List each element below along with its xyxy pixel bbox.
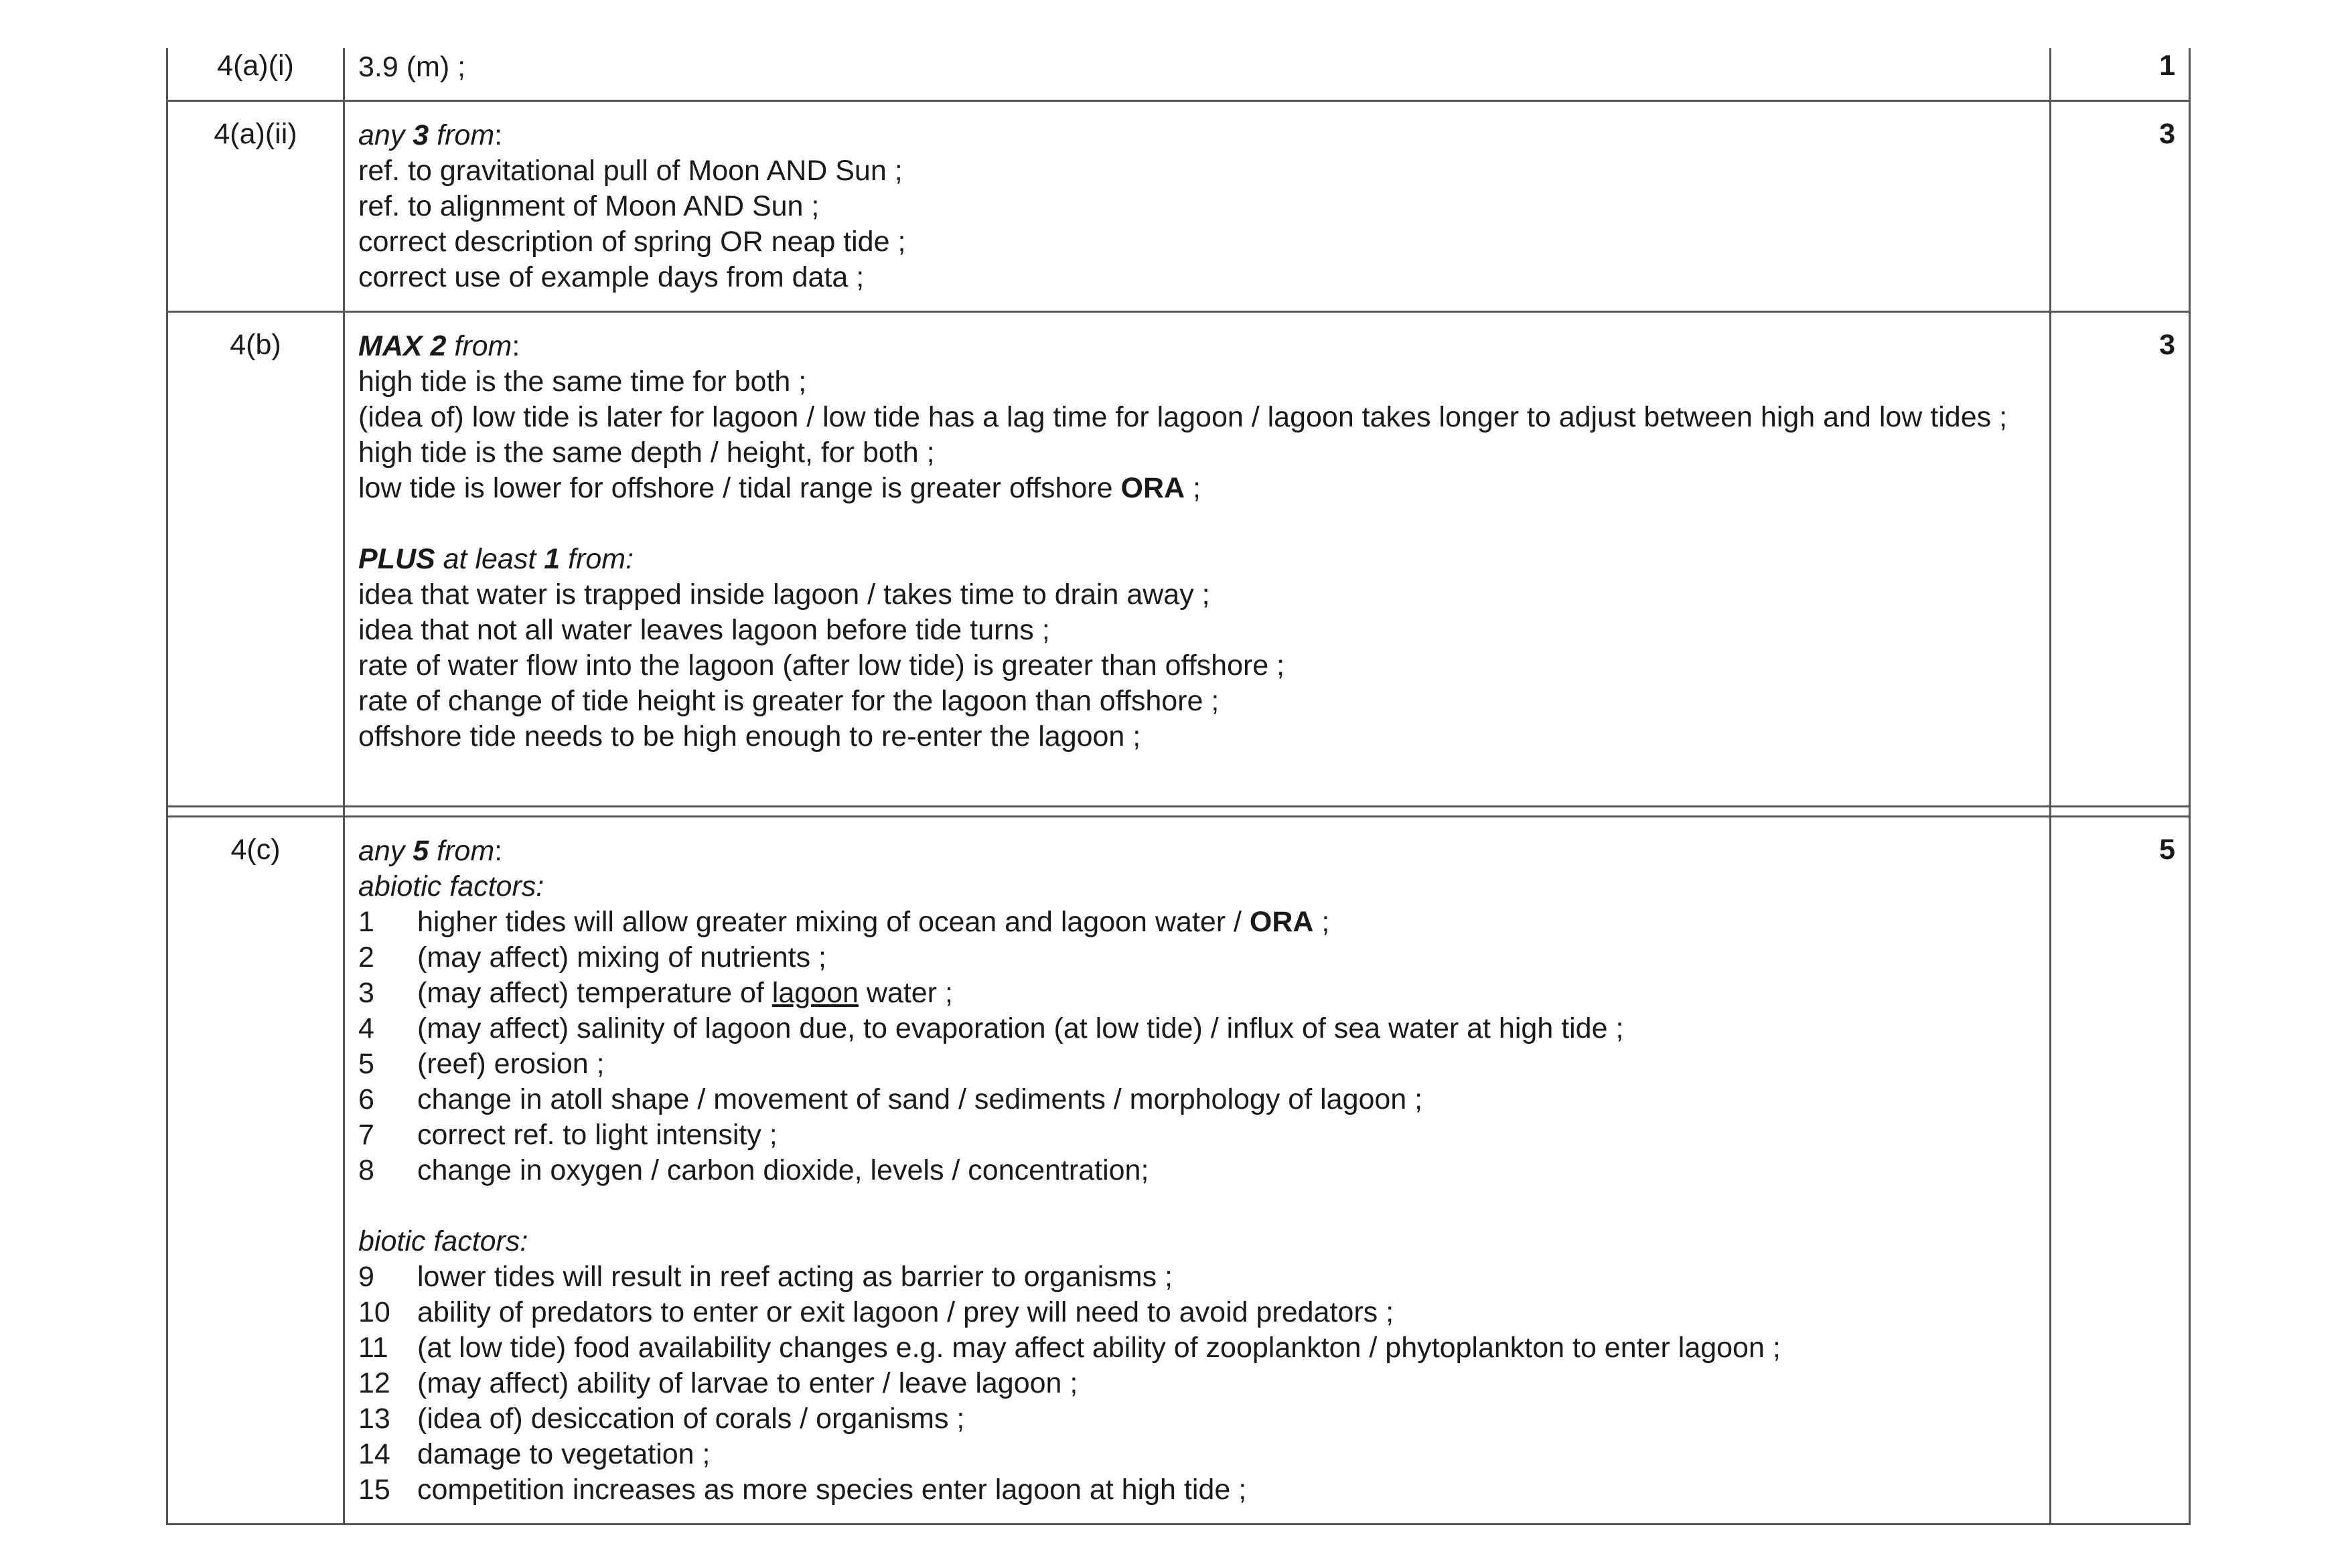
separator-cell (2051, 807, 2189, 815)
list-item: 14 damage to vegetation ; (358, 1438, 711, 1470)
marks-cell: 3 (2159, 329, 2175, 361)
row-4a-i (166, 48, 2191, 100)
list-item: 8 change in oxygen / carbon dioxide, levels / concentration; (358, 1154, 1149, 1186)
marks-cell: 5 (2159, 834, 2175, 866)
plus-heading: PLUS at least 1 from: (358, 543, 634, 575)
list-item: 4 (may affect) salinity of lagoon due, to evaporation (at low tide) / influx of sea water at high tide ; (358, 1012, 1624, 1044)
answer-cell (345, 817, 2051, 1523)
max-heading: MAX 2 from: (358, 330, 520, 362)
answer-line: low tide is lower for offshore / tidal range is greater offshore ORA ; (358, 472, 1201, 504)
question-number: 4(a)(ii) (168, 102, 345, 311)
answer-cell (345, 102, 2051, 311)
answer-line: rate of change of tide height is greater for the lagoon than offshore ; (358, 685, 1220, 717)
mark-scheme-table (166, 48, 2191, 1525)
row-4a-ii (166, 100, 2191, 311)
list-item: 3 (may affect) temperature of lagoon water ; (358, 977, 953, 1009)
list-item: 13 (idea of) desiccation of corals / organisms ; (358, 1403, 965, 1435)
spacer (358, 506, 2036, 542)
list-item: 12 (may affect) ability of larvae to enter / leave lagoon ; (358, 1367, 1078, 1399)
biotic-heading: biotic factors: (358, 1225, 528, 1257)
answer-line: idea that water is trapped inside lagoon / takes time to drain away ; (358, 578, 1210, 611)
list-item: 10 ability of predators to enter or exit lagoon / prey will need to avoid predators ; (358, 1296, 1394, 1328)
row-4c (166, 815, 2191, 1525)
list-item: 9 lower tides will result in reef acting as barrier to organisms ; (358, 1261, 1173, 1293)
answer-line: ref. to alignment of Moon AND Sun ; (358, 190, 820, 222)
answer-line: (idea of) low tide is later for lagoon / low tide has a lag time for lagoon / lagoon takes longer to adjust between high and low tides ; (358, 401, 2008, 433)
answer-line: ref. to gravitational pull of Moon AND Sun ; (358, 155, 903, 187)
answer-line: correct description of spring OR neap tide ; (358, 226, 906, 258)
list-item: 15 competition increases as more species enter lagoon at high tide ; (358, 1474, 1247, 1506)
spacer (358, 1188, 2036, 1224)
separator-cell (168, 807, 345, 815)
section-separator (166, 805, 2191, 815)
answer-line: idea that not all water leaves lagoon before tide turns ; (358, 614, 1050, 646)
answer-line: 3.9 (m) ; (358, 51, 466, 83)
list-item: 7 correct ref. to light intensity ; (358, 1119, 778, 1151)
list-item: 6 change in atoll shape / movement of sand / sediments / morphology of lagoon ; (358, 1083, 1423, 1115)
answer-line: correct use of example days from data ; (358, 261, 865, 293)
answer-line: high tide is the same time for both ; (358, 366, 807, 398)
question-number: 4(c) (168, 817, 345, 1523)
question-number: 4(a)(i) (168, 48, 345, 100)
answer-cell (345, 313, 2051, 805)
marks-cell: 3 (2159, 118, 2175, 150)
answer-line: rate of water flow into the lagoon (after low tide) is greater than offshore ; (358, 649, 1285, 682)
intro-line: any 3 from: (358, 119, 503, 151)
answer-line: offshore tide needs to be high enough to re-enter the lagoon ; (358, 720, 1141, 753)
list-item: 2 (may affect) mixing of nutrients ; (358, 941, 826, 973)
abiotic-heading: abiotic factors: (358, 870, 544, 903)
list-item: 11 (at low tide) food availability changes e.g. may affect ability of zooplankton / phytoplankton to enter lagoon ; (358, 1332, 1781, 1364)
answer-cell (345, 48, 2051, 100)
list-item: 5 (reef) erosion ; (358, 1048, 605, 1080)
separator-cell (345, 807, 2051, 815)
answer-line: high tide is the same depth / height, for both ; (358, 437, 935, 469)
intro-line: any 5 from: (358, 835, 503, 867)
marks-cell: 1 (2159, 50, 2175, 82)
list-item: 1 higher tides will allow greater mixing of ocean and lagoon water / ORA ; (358, 906, 1330, 938)
question-number: 4(b) (168, 313, 345, 805)
row-4b (166, 311, 2191, 805)
